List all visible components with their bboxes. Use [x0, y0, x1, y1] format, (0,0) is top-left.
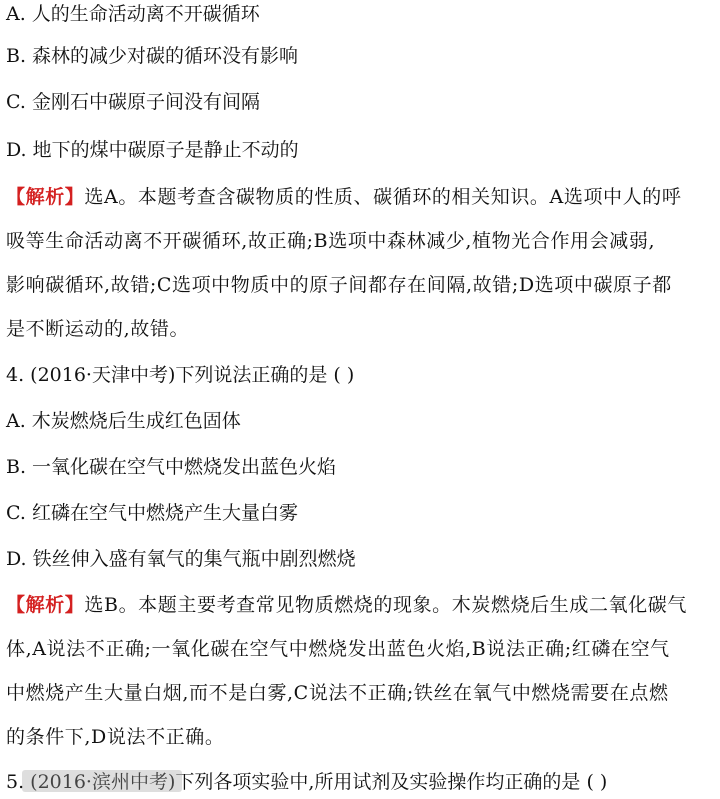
- q3-analysis-line-3: 影响碳循环,故错;C选项中物质中的原子间都存在间隔,故错;D选项中碳原子都: [6, 274, 672, 296]
- q3-option-a: A. 人的生命活动离不开碳循环: [6, 3, 260, 25]
- q4-analysis-text-1: 选B。本题主要考查常见物质燃烧的现象。木炭燃烧后生成二氧化碳气: [84, 594, 687, 616]
- q4-analysis-line-4: 的条件下,D说法不正确。: [6, 726, 225, 748]
- q4-analysis-line-2: 体,A说法不正确;一氧化碳在空气中燃烧发出蓝色火焰,B说法正确;红磷在空气: [6, 638, 670, 660]
- q3-option-b: B. 森林的减少对碳的循环没有影响: [6, 45, 299, 67]
- q4-option-d: D. 铁丝伸入盛有氧气的集气瓶中剧烈燃烧: [6, 548, 356, 570]
- q3-analysis-line-1: [6, 185, 714, 209]
- q4-analysis-line-1: [6, 593, 714, 617]
- q3-option-c: C. 金刚石中碳原子间没有间隔: [6, 91, 260, 113]
- q3-analysis-tag: 【解析】: [6, 186, 85, 208]
- q4-option-c: C. 红磷在空气中燃烧产生大量白雾: [6, 502, 298, 524]
- q4-option-a: A. 木炭燃烧后生成红色固体: [6, 410, 241, 432]
- q4-analysis-line-3: 中燃烧产生大量白烟,而不是白雾,C说法不正确;铁丝在氧气中燃烧需要在点燃: [6, 682, 669, 704]
- watermark-overlay: [22, 770, 182, 792]
- q3-analysis-line-4: 是不断运动的,故错。: [6, 318, 190, 340]
- q4-stem: 4. (2016·天津中考)下列说法正确的是 ( ): [6, 364, 355, 386]
- q3-analysis-line-2: 吸等生命活动离不开碳循环,故正确;B选项中森林减少,植物光合作用会减弱,: [6, 230, 656, 252]
- q4-option-b: B. 一氧化碳在空气中燃烧发出蓝色火焰: [6, 456, 337, 478]
- q3-analysis-text-1: 选A。本题考查含碳物质的性质、碳循环的相关知识。A选项中人的呼: [84, 186, 682, 208]
- q5-stem: 5. (2016·滨州中考)下列各项实验中,所用试剂及实验操作均正确的是 ( ): [6, 771, 608, 793]
- q3-option-d: D. 地下的煤中碳原子是静止不动的: [6, 139, 299, 161]
- q4-analysis-tag: 【解析】: [6, 594, 85, 616]
